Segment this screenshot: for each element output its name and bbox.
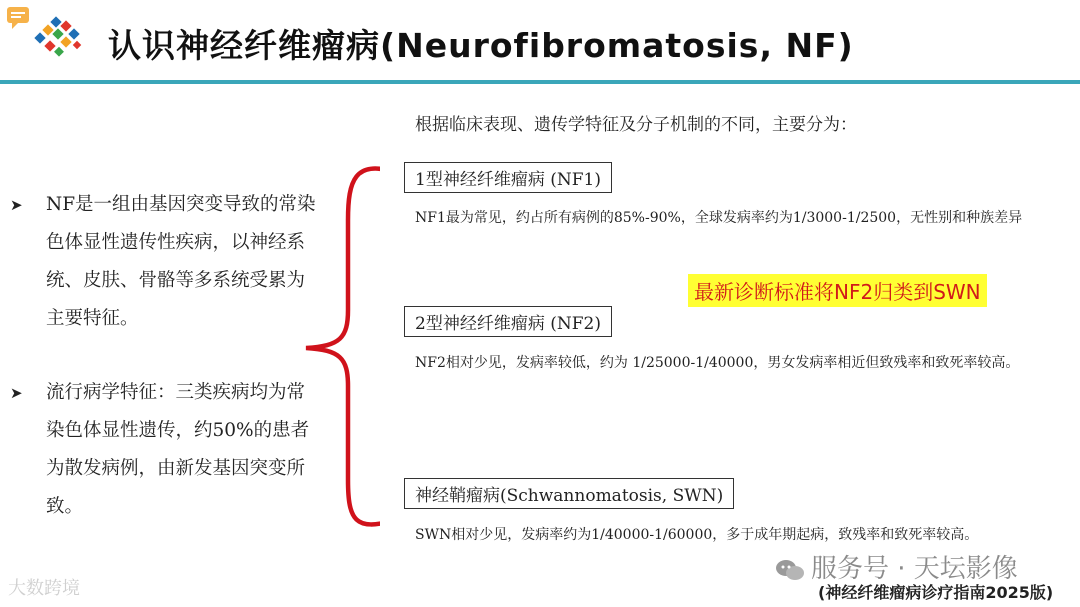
bullet-text: 流行病学特征：三类疾病均为常染色体显性遗传，约50%的患者为散发病例，由新发基因突变所致。: [46, 382, 310, 517]
type-swn-box: 神经鞘瘤病(Schwannomatosis, SWN): [404, 478, 734, 509]
source-citation: (神经纤维瘤病诊疗指南2025版): [818, 583, 1054, 602]
note-icon: [6, 6, 32, 30]
arrow-bullet-icon: ➤: [10, 384, 23, 402]
watermark-left: [8, 574, 80, 600]
header-divider: [0, 80, 1080, 84]
wechat-icon: [775, 558, 805, 582]
intro-text: 根据临床表现、遗传学特征及分子机制的不同，主要分为：: [415, 115, 857, 135]
type-nf1-box: 1型神经纤维瘤病 (NF1): [404, 162, 612, 193]
curly-brace: [300, 160, 380, 530]
mosaic-logo-icon: [30, 14, 90, 64]
type-nf1-desc: NF1最为常见，约占所有病例的85%-90%，全球发病率约为1/3000-1/2500，无性别和种族差异: [415, 210, 1023, 226]
watermark-left-text: 大数跨境: [8, 578, 80, 599]
type-swn-desc: SWN相对少见，发病率约为1/40000-1/60000，多于成年期起病，致残率和致死率较高。: [415, 527, 979, 543]
bullet-text: NF是一组由基因突变导致的常染色体显性遗传性疾病，以神经系统、皮肤、骨骼等多系统受累为主要特征。: [46, 194, 316, 329]
type-nf2-desc: NF2相对少见，发病率较低，约为 1/25000-1/40000，男女发病率相近但致残率和致死率较高。: [415, 355, 1020, 371]
watermark-right-text: 服务号 · 天坛影像: [811, 554, 1018, 584]
page-title: 认识神经纤维瘤病(Neurofibromatosis, NF): [108, 26, 854, 65]
highlight-note: 最新诊断标准将NF2归类到SWN: [688, 274, 987, 307]
type-nf2-box: 2型神经纤维瘤病 (NF2): [404, 306, 612, 337]
arrow-bullet-icon: ➤: [10, 196, 23, 214]
